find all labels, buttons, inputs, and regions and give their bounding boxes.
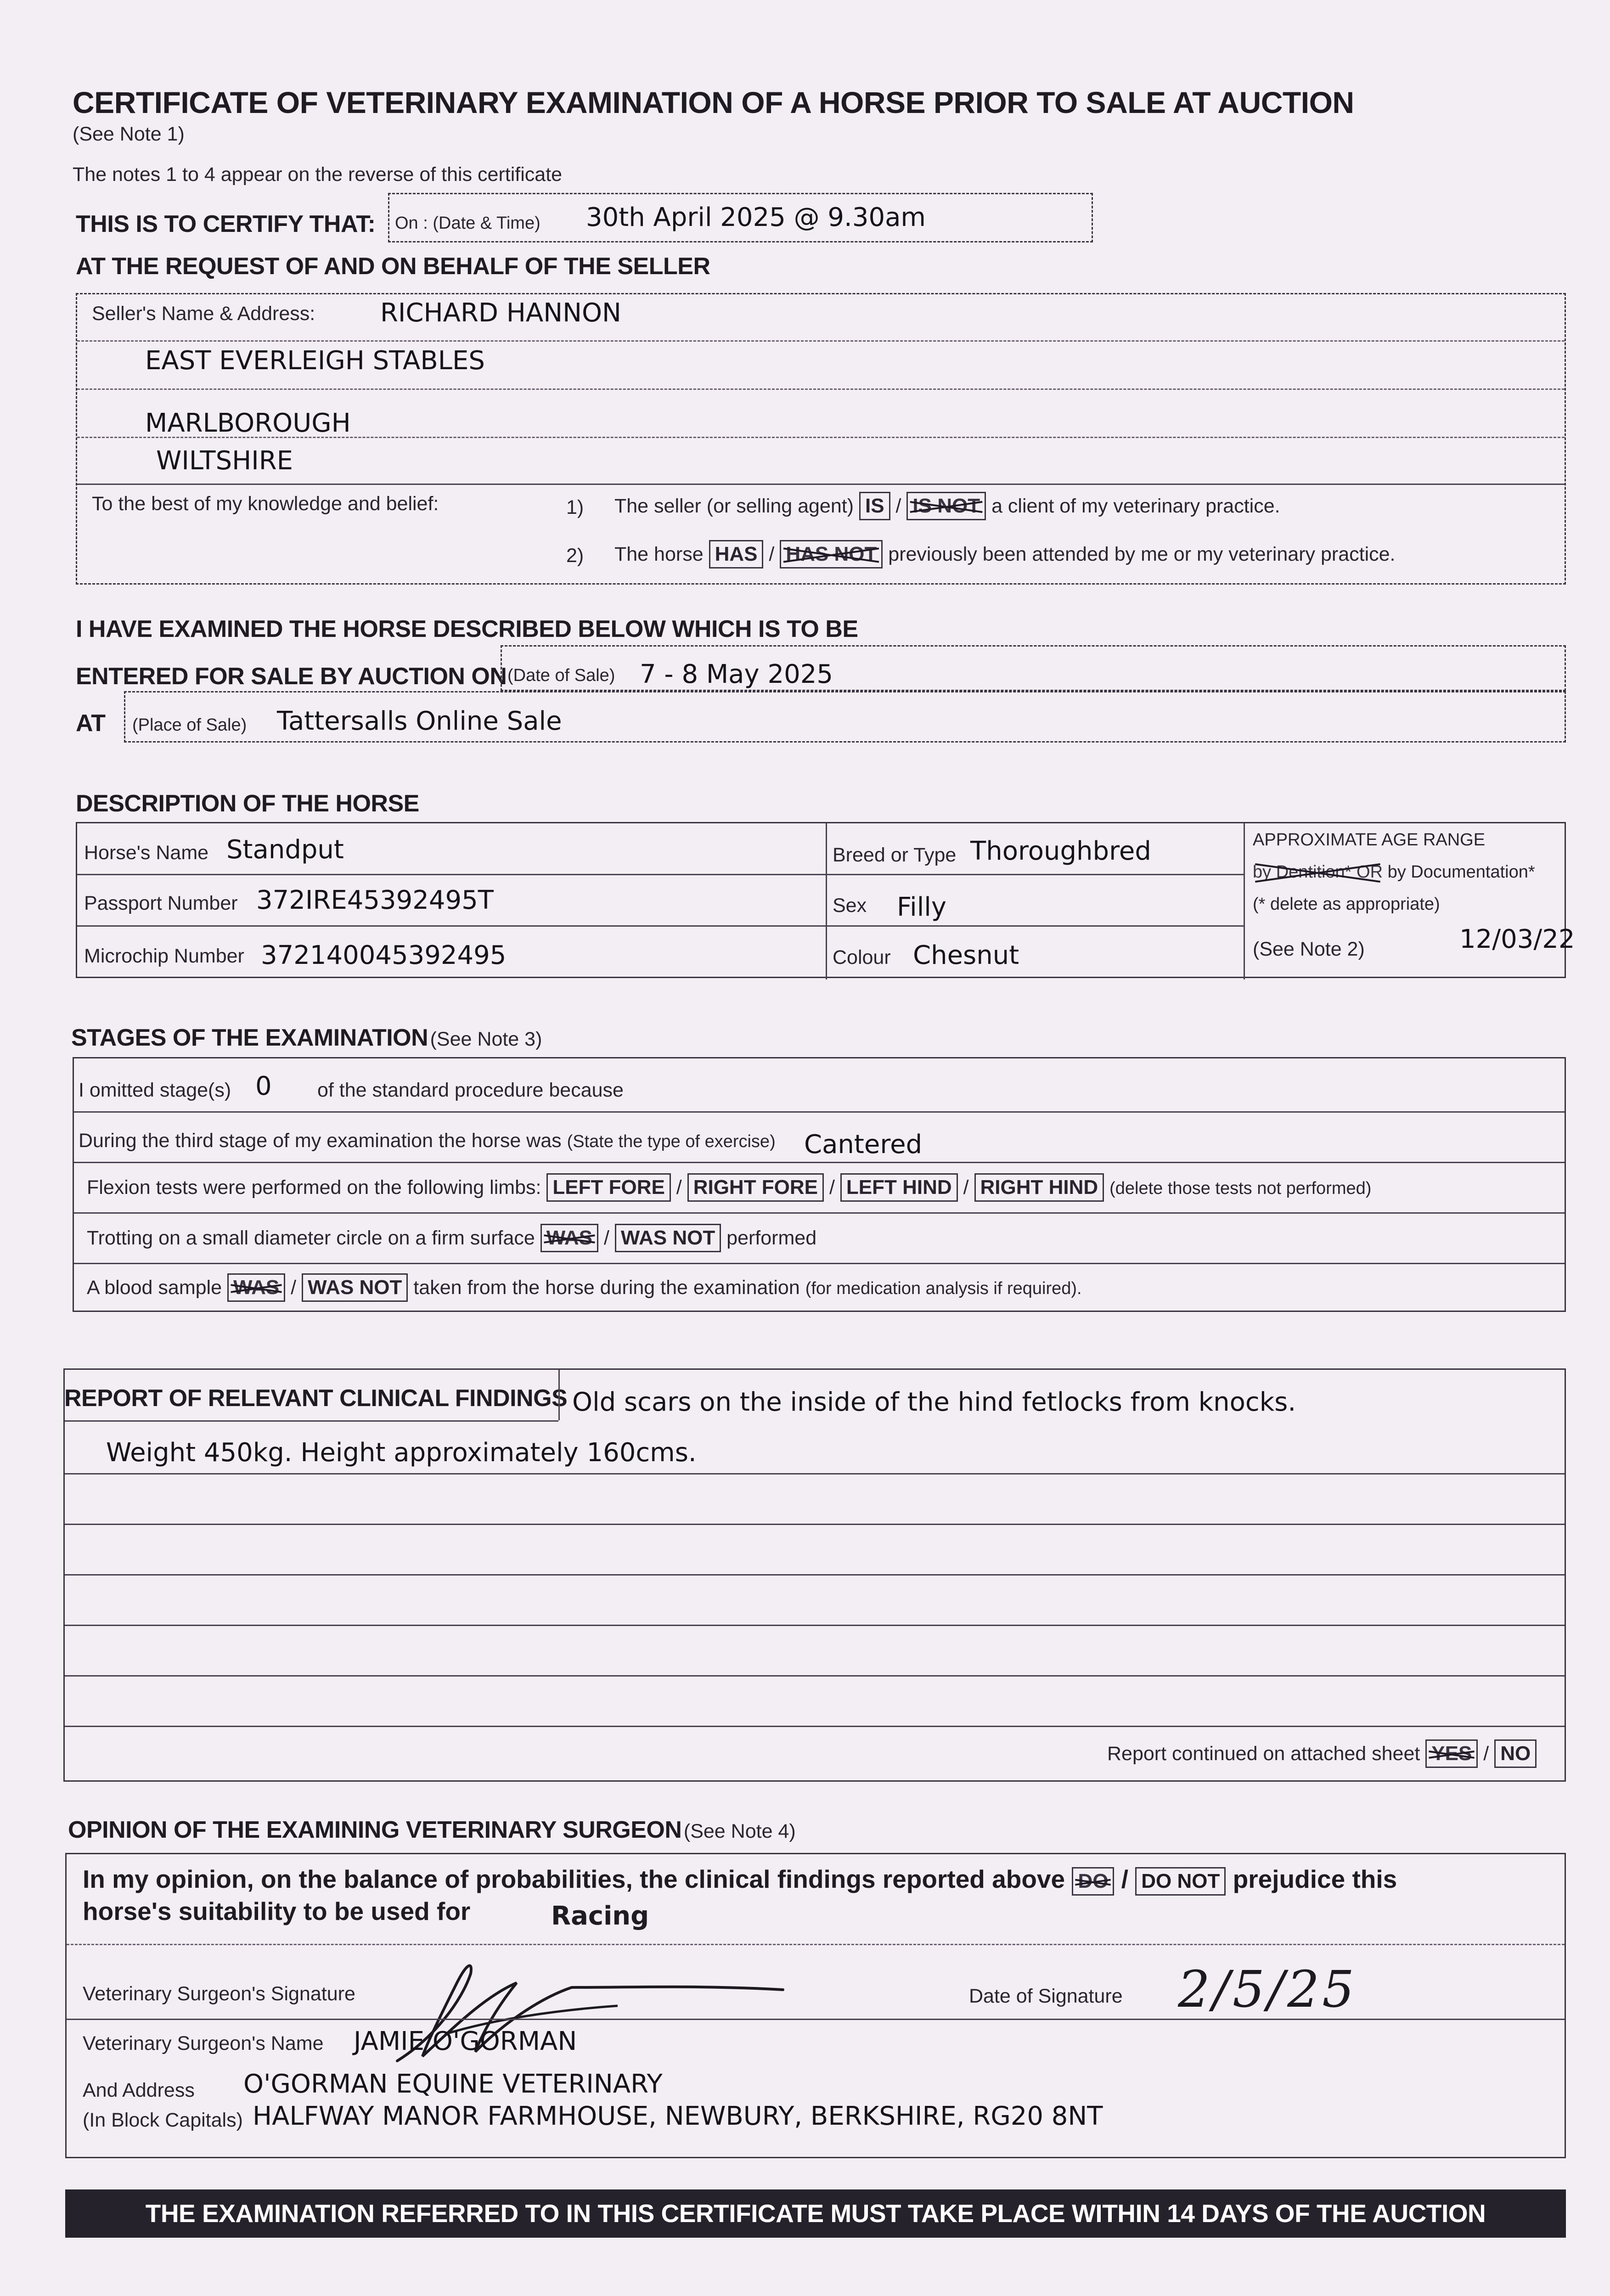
seller-name-label: Seller's Name & Address: bbox=[92, 303, 315, 325]
slash: / bbox=[1483, 1743, 1489, 1765]
slash: / bbox=[1121, 1865, 1128, 1893]
certificate-title: CERTIFICATE OF VETERINARY EXAMINATION OF A HORSE PRIOR TO SALE AT AUCTION bbox=[73, 85, 1354, 119]
horse-heading: DESCRIPTION OF THE HORSE bbox=[76, 790, 419, 817]
flexion-label: Flexion tests were performed on the following limbs: bbox=[87, 1176, 541, 1199]
age-documentation[interactable]: by Documentation* bbox=[1387, 862, 1535, 882]
opinion-heading-note: (See Note 4) bbox=[683, 1820, 796, 1842]
item2-prefix: The horse bbox=[614, 543, 704, 565]
third-stage-label: During the third stage of my examination the horse was bbox=[79, 1130, 562, 1152]
blood-label: A blood sample bbox=[87, 1277, 222, 1299]
knowledge-label: To the best of my knowledge and belief: bbox=[92, 493, 439, 515]
opinion-box bbox=[65, 1853, 1566, 2158]
blood-note: (for medication analysis if required). bbox=[805, 1279, 1082, 1298]
omitted-suffix: of the standard procedure because bbox=[317, 1079, 624, 1101]
flexion-row bbox=[87, 1173, 1371, 1202]
seller-address-3[interactable]: WILTSHIRE bbox=[156, 446, 293, 476]
sale-date-value: 7 - 8 May 2025 bbox=[640, 659, 833, 689]
opinion-text-2: prejudice this bbox=[1233, 1865, 1397, 1893]
vet-name[interactable]: JAMIE O'GORMAN bbox=[354, 2026, 577, 2056]
sex-value[interactable]: Filly bbox=[897, 892, 946, 922]
slash: / bbox=[963, 1176, 969, 1199]
item1-row bbox=[614, 492, 1280, 520]
colour-label: Colour bbox=[833, 946, 891, 968]
opinion-heading bbox=[68, 1816, 796, 1844]
horse-name-label: Horse's Name bbox=[84, 842, 209, 864]
item2-row bbox=[614, 540, 1396, 568]
third-stage-row bbox=[79, 1130, 776, 1152]
address-label-2: (In Block Capitals) bbox=[83, 2109, 243, 2131]
slash: / bbox=[676, 1176, 682, 1199]
colour-value[interactable]: Chesnut bbox=[913, 940, 1019, 970]
address-label-1: And Address bbox=[83, 2079, 195, 2101]
age-delete-note: (* delete as appropriate) bbox=[1253, 895, 1440, 914]
sale-place-value: Tattersalls Online Sale bbox=[277, 706, 562, 736]
findings-line-2[interactable]: Weight 450kg. Height approximately 160cms. bbox=[106, 1438, 697, 1468]
at-label: AT bbox=[76, 710, 106, 737]
sale-date-label: (Date of Sale) bbox=[507, 666, 615, 685]
horse-has-not-option[interactable]: HAS NOT bbox=[780, 540, 883, 568]
request-label: AT THE REQUEST OF AND ON BEHALF OF THE SELLER bbox=[76, 253, 710, 280]
sale-place-label: (Place of Sale) bbox=[132, 715, 247, 735]
trotting-was-option[interactable]: WAS bbox=[540, 1224, 598, 1252]
vet-name-label: Veterinary Surgeon's Name bbox=[83, 2032, 324, 2054]
microchip-number[interactable]: 372140045392495 bbox=[261, 940, 507, 970]
signature-label: Veterinary Surgeon's Signature bbox=[83, 1983, 355, 2005]
footer-banner bbox=[65, 2189, 1566, 2238]
flexion-right-fore[interactable]: RIGHT FORE bbox=[687, 1173, 824, 1202]
item1-number: 1) bbox=[566, 496, 584, 518]
sale-place-field[interactable] bbox=[124, 691, 1566, 743]
sale-date-field[interactable] bbox=[501, 645, 1566, 691]
third-stage-note: (State the type of exercise) bbox=[567, 1132, 776, 1151]
stages-table bbox=[73, 1057, 1566, 1312]
flexion-right-hind[interactable]: RIGHT HIND bbox=[974, 1173, 1104, 1202]
seller-address-1[interactable]: EAST EVERLEIGH STABLES bbox=[145, 346, 485, 376]
opinion-do-option[interactable]: DO bbox=[1072, 1867, 1114, 1896]
findings-line-1[interactable]: Old scars on the inside of the hind fetlocks from knocks. bbox=[572, 1387, 1296, 1417]
flexion-left-hind[interactable]: LEFT HIND bbox=[840, 1173, 958, 1202]
examined-heading: I HAVE EXAMINED THE HORSE DESCRIBED BELOW WHICH IS TO BE bbox=[76, 616, 858, 642]
vet-address-2[interactable]: HALFWAY MANOR FARMHOUSE, NEWBURY, BERKSHIRE, RG20 8NT bbox=[253, 2101, 1103, 2131]
slash: / bbox=[829, 1176, 835, 1199]
opinion-heading-text: OPINION OF THE EXAMINING VETERINARY SURGEON bbox=[68, 1817, 682, 1843]
omitted-value[interactable]: 0 bbox=[255, 1071, 272, 1101]
opinion-text-1: In my opinion, on the balance of probabilities, the clinical findings reported above bbox=[83, 1865, 1065, 1893]
entered-heading: ENTERED FOR SALE BY AUCTION ON bbox=[76, 663, 507, 690]
footer-banner-text: THE EXAMINATION REFERRED TO IN THIS CERTIFICATE MUST TAKE PLACE WITHIN 14 DAYS OF THE AUCTION bbox=[145, 2199, 1486, 2228]
horse-table bbox=[76, 822, 1575, 978]
stages-heading-note: (See Note 3) bbox=[430, 1028, 542, 1050]
item2-number: 2) bbox=[566, 545, 584, 567]
slash: / bbox=[895, 495, 901, 517]
notes-line: The notes 1 to 4 appear on the reverse of this certificate bbox=[73, 163, 563, 186]
blood-suffix: taken from the horse during the examination bbox=[413, 1277, 800, 1299]
third-stage-value[interactable]: Cantered bbox=[804, 1130, 923, 1159]
horse-has-option[interactable]: HAS bbox=[709, 540, 764, 568]
flexion-left-fore[interactable]: LEFT FORE bbox=[546, 1173, 670, 1202]
passport-number[interactable]: 372IRE45392495T bbox=[256, 885, 494, 915]
slash: / bbox=[603, 1227, 609, 1249]
continued-yes-option[interactable]: YES bbox=[1425, 1739, 1478, 1768]
opinion-line-1 bbox=[83, 1864, 1397, 1896]
continued-label: Report continued on attached sheet bbox=[1107, 1743, 1420, 1765]
continued-row bbox=[1107, 1739, 1537, 1768]
seller-name[interactable]: RICHARD HANNON bbox=[380, 298, 621, 328]
findings-heading: REPORT OF RELEVANT CLINICAL FINDINGS bbox=[64, 1385, 568, 1412]
seller-box bbox=[76, 293, 1566, 585]
omitted-label: I omitted stage(s) bbox=[79, 1079, 231, 1101]
age-see-note: (See Note 2) bbox=[1253, 938, 1365, 960]
breed-label: Breed or Type bbox=[833, 844, 957, 866]
exam-datetime-field[interactable] bbox=[388, 193, 1093, 242]
trotting-suffix: performed bbox=[726, 1227, 817, 1249]
blood-row bbox=[87, 1273, 1082, 1302]
horse-name[interactable]: Standput bbox=[226, 835, 344, 865]
on-datetime-value: 30th April 2025 @ 9.30am bbox=[586, 203, 926, 232]
trotting-label: Trotting on a small diameter circle on a firm surface bbox=[87, 1227, 535, 1249]
stages-heading-text: STAGES OF THE EXAMINATION bbox=[71, 1024, 428, 1051]
flexion-note: (delete those tests not performed) bbox=[1109, 1179, 1372, 1198]
item2-suffix: previously been attended by me or my veterinary practice. bbox=[888, 543, 1396, 565]
blood-was-option[interactable]: WAS bbox=[227, 1273, 285, 1302]
breed-value[interactable]: Thoroughbred bbox=[970, 836, 1151, 866]
slash: / bbox=[769, 543, 775, 565]
date-signature-label: Date of Signature bbox=[969, 1985, 1123, 2007]
age-value[interactable]: 12/03/22 bbox=[1459, 924, 1575, 954]
seller-address-2[interactable]: MARLBOROUGH bbox=[145, 408, 351, 438]
findings-box bbox=[63, 1368, 1566, 1782]
intended-use-value[interactable]: Racing bbox=[551, 1901, 649, 1931]
item1-suffix: a client of my veterinary practice. bbox=[991, 495, 1280, 517]
age-method-row bbox=[1253, 862, 1535, 882]
blood-was-not-option[interactable]: WAS NOT bbox=[302, 1273, 408, 1302]
trotting-row bbox=[87, 1224, 816, 1252]
stages-heading bbox=[71, 1024, 542, 1052]
see-note-1: (See Note 1) bbox=[73, 123, 185, 145]
age-dentition-struck[interactable]: by Dentition* OR bbox=[1253, 862, 1383, 882]
seller-is-not-option[interactable]: IS NOT bbox=[906, 492, 986, 520]
microchip-label: Microchip Number bbox=[84, 945, 244, 967]
slash: / bbox=[291, 1277, 297, 1299]
seller-is-option[interactable]: IS bbox=[859, 492, 890, 520]
vet-address-1[interactable]: O'GORMAN EQUINE VETERINARY bbox=[243, 2069, 663, 2099]
continued-no-option[interactable]: NO bbox=[1494, 1739, 1537, 1768]
passport-label: Passport Number bbox=[84, 892, 238, 914]
certify-label: THIS IS TO CERTIFY THAT: bbox=[76, 211, 376, 237]
age-heading: APPROXIMATE AGE RANGE bbox=[1253, 830, 1486, 850]
opinion-do-not-option[interactable]: DO NOT bbox=[1135, 1867, 1226, 1896]
sex-label: Sex bbox=[833, 895, 867, 917]
on-datetime-label: On : (Date & Time) bbox=[395, 214, 540, 233]
trotting-was-not-option[interactable]: WAS NOT bbox=[615, 1224, 721, 1252]
date-signature-value[interactable]: 2/5/25 bbox=[1178, 1960, 1357, 2019]
opinion-text-3: horse's suitability to be used for bbox=[83, 1897, 471, 1925]
item1-prefix: The seller (or selling agent) bbox=[614, 495, 854, 517]
